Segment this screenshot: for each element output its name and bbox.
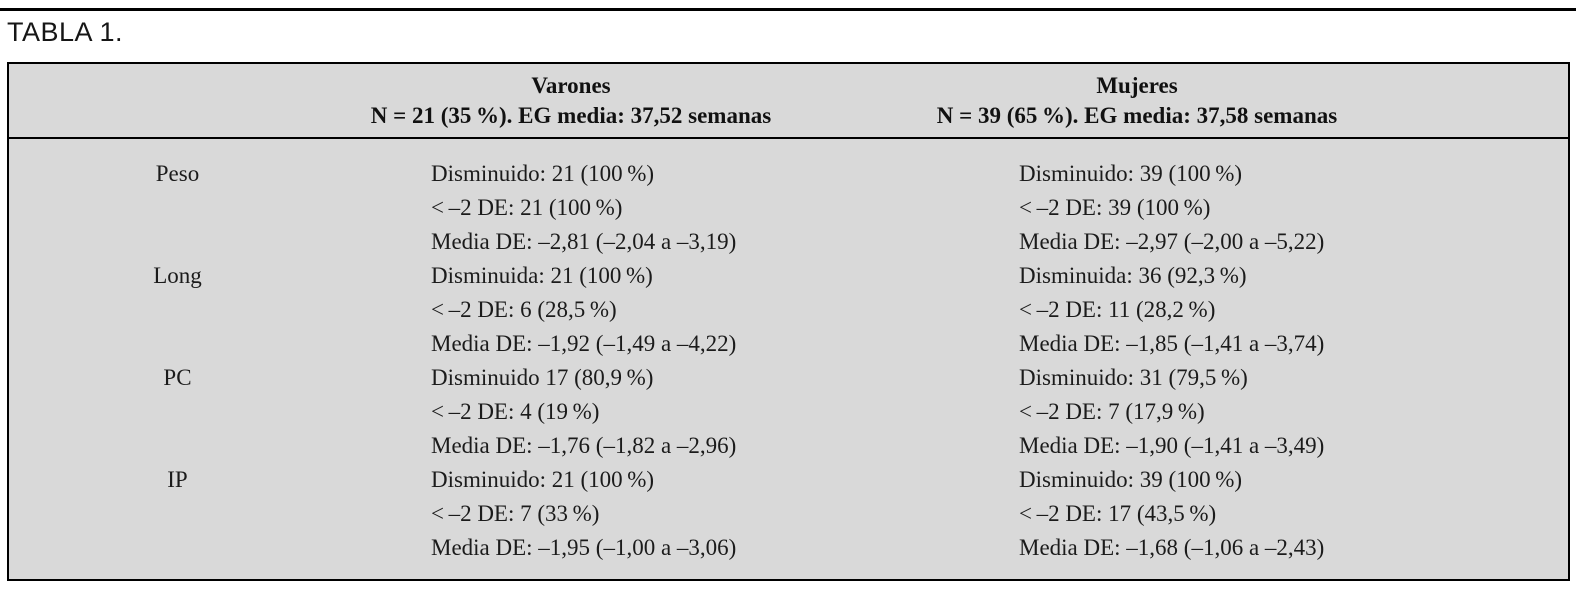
cell-line: Media DE: –1,68 (–1,06 a –2,43) [1019,535,1325,560]
cell-line: Disminuido: 21 (100 %) [431,161,655,186]
header-mujeres-subtitle: N = 39 (65 %). EG media: 37,58 semanas [936,102,1338,128]
cell-line: Media DE: –1,92 (–1,49 a –4,22) [431,331,737,356]
row-label-peso: Peso [155,161,200,186]
cell-peso-mujeres [906,138,1569,259]
cell-line: Media DE: –1,76 (–1,82 a –2,96) [431,433,737,458]
table-row-peso [8,138,1569,259]
cell-line: < –2 DE: 39 (100 %) [1019,195,1211,220]
cell-line: < –2 DE: 6 (28,5 %) [431,297,617,322]
table-row-pc [8,361,1569,463]
header-varones [346,63,906,138]
cell-line: < –2 DE: 4 (19 %) [431,399,600,424]
header-varones-subtitle: N = 21 (35 %). EG media: 37,52 semanas [370,102,772,128]
cell-line: < –2 DE: 11 (28,2 %) [1019,297,1216,322]
cell-long-mujeres [906,259,1569,361]
cell-line: Disminuido: 39 (100 %) [1019,467,1243,492]
cell-line: Media DE: –1,85 (–1,41 a –3,74) [1019,331,1325,356]
cell-pc-mujeres [906,361,1569,463]
header-mujeres-title: Mujeres [1096,72,1178,98]
cell-line: < –2 DE: 7 (17,9 %) [1019,399,1205,424]
cell-line: Media DE: –2,97 (–2,00 a –5,22) [1019,229,1325,254]
header-empty-cell [8,63,346,138]
header-mujeres [906,63,1569,138]
cell-line: Media DE: –2,81 (–2,04 a –3,19) [431,229,737,254]
row-label-ip: IP [167,467,188,492]
cell-peso-varones [346,138,906,259]
cell-line: Disminuida: 36 (92,3 %) [1019,263,1247,288]
table-row-ip [8,463,1569,580]
data-table [7,62,1570,581]
table-row-long [8,259,1569,361]
cell-ip-varones [346,463,906,580]
cell-line: < –2 DE: 17 (43,5 %) [1019,501,1217,526]
cell-ip-mujeres [906,463,1569,580]
cell-line: Disminuido: 31 (79,5 %) [1019,365,1248,390]
header-row [8,63,1569,138]
cell-long-varones [346,259,906,361]
cell-pc-varones [346,361,906,463]
row-label-pc: PC [163,365,192,390]
top-rule-divider [0,8,1576,11]
cell-line: Disminuido: 21 (100 %) [431,467,655,492]
row-label-long: Long [153,263,202,288]
header-varones-title: Varones [531,72,611,98]
cell-line: Disminuida: 21 (100 %) [431,263,653,288]
cell-line: Media DE: –1,95 (–1,00 a –3,06) [431,535,737,560]
cell-line: Disminuido 17 (80,9 %) [431,365,654,390]
cell-line: Media DE: –1,90 (–1,41 a –3,49) [1019,433,1325,458]
table-caption: TABLA 1. [7,17,124,47]
cell-line: Disminuido: 39 (100 %) [1019,161,1243,186]
cell-line: < –2 DE: 21 (100 %) [431,195,623,220]
cell-line: < –2 DE: 7 (33 %) [431,501,600,526]
